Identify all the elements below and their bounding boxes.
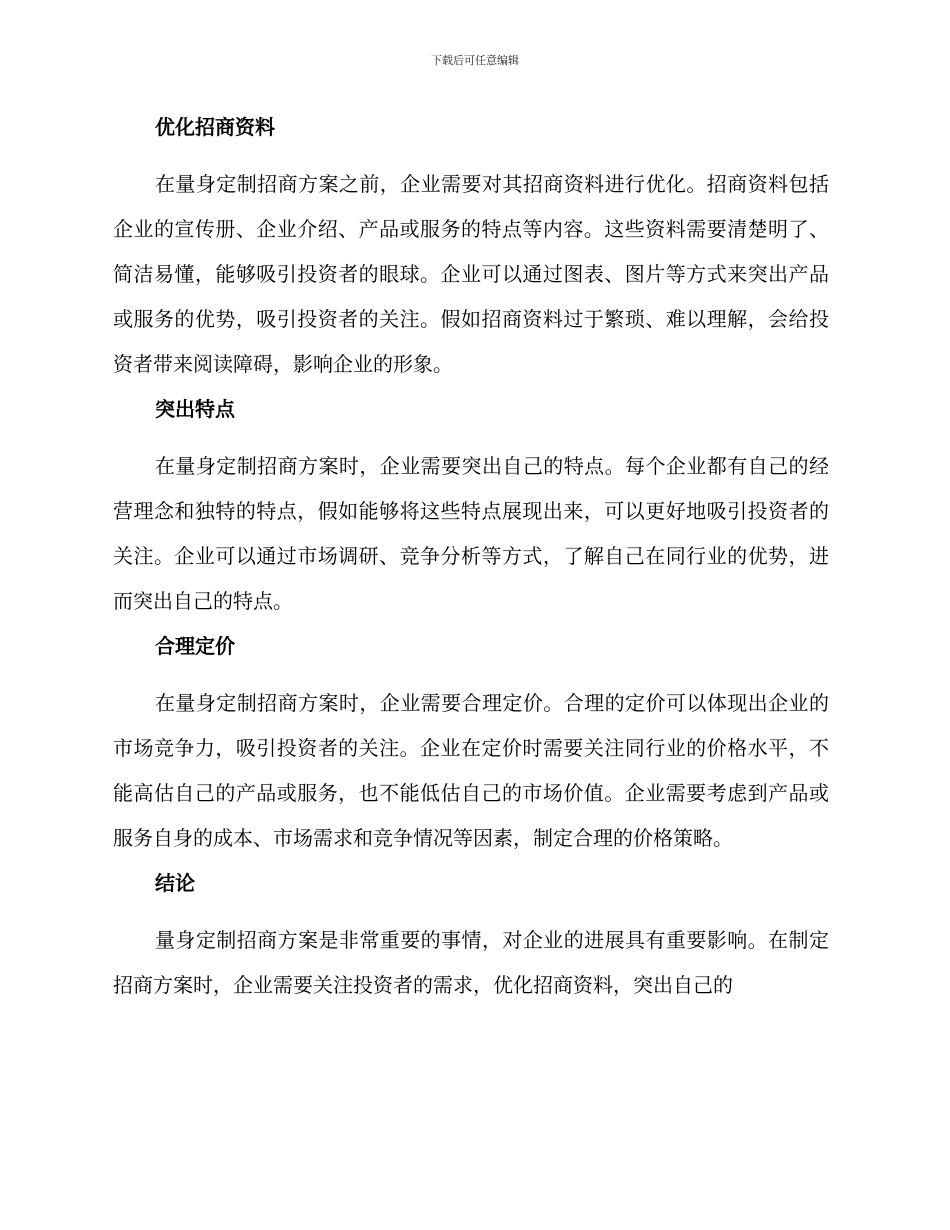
section-heading-conclusion: 结论 (155, 871, 195, 895)
section-paragraph-conclusion: 量身定制招商方案是非常重要的事情，对企业的进展具有重要影响。在制定招商方案时，企业需要关注投资者的需求，优化招商资料，突出自己的 (113, 928, 829, 997)
section-heading-optimize-materials: 优化招商资料 (155, 115, 275, 139)
section-paragraph-reasonable-pricing: 在量身定制招商方案时，企业需要合理定价。合理的定价可以体现出企业的市场竞争力，吸引投资者的关注。企业在定价时需要关注同行业的价格水平，不能高估自己的产品或服务，也不能低估自己的市场价值。企业需要考虑到产品或服务自身的成本、市场需求和竞争情况等因素，制定合理的价格策略。 (113, 691, 829, 850)
page-header: 下载后可任意编辑 (431, 54, 519, 67)
section-heading-highlight-features: 突出特点 (155, 397, 235, 421)
document-body (113, 112, 829, 1015)
section-heading-reasonable-pricing: 合理定价 (155, 634, 235, 658)
section-paragraph-highlight-features: 在量身定制招商方案时，企业需要突出自己的特点。每个企业都有自己的经营理念和独特的特点，假如能够将这些特点展现出来，可以更好地吸引投资者的关注。企业可以通过市场调研、竞争分析等方式，了解自己在同行业的优势，进而突出自己的特点。 (113, 454, 829, 613)
section-paragraph-optimize-materials: 在量身定制招商方案之前，企业需要对其招商资料进行优化。招商资料包括企业的宣传册、企业介绍、产品或服务的特点等内容。这些资料需要清楚明了、简洁易懂，能够吸引投资者的眼球。企业可以通过图表、图片等方式来突出产品或服务的优势，吸引投资者的关注。假如招商资料过于繁琐、难以理解，会给投资者带来阅读障碍，影响企业的形象。 (113, 172, 829, 376)
